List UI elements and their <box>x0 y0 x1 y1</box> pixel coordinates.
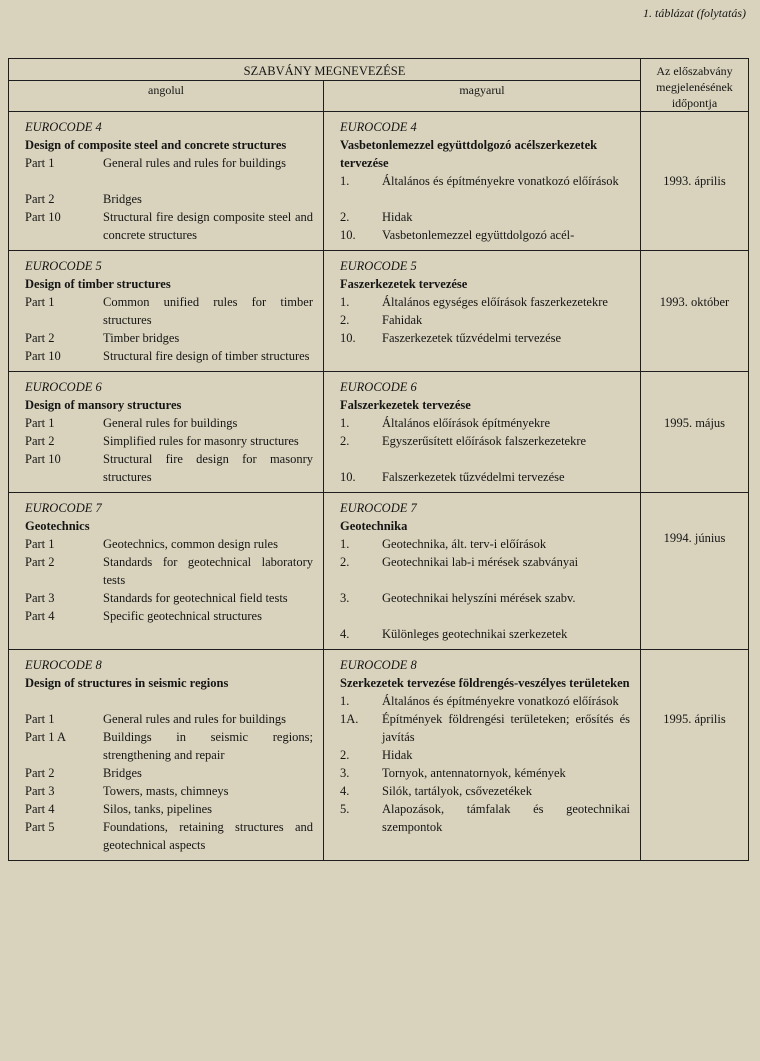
header-english: angolul <box>9 81 324 112</box>
code-label: EUROCODE 6 <box>340 380 417 394</box>
part-number: Part 2 <box>25 766 55 780</box>
part-text: Structural fire design composite steel and concrete structures <box>103 210 313 242</box>
part-number: 2. <box>340 434 350 448</box>
english-cell <box>9 372 324 493</box>
part-item <box>25 782 313 800</box>
part-number: 2. <box>340 210 350 224</box>
part-item <box>340 589 630 607</box>
header-row <box>9 59 749 81</box>
part-item <box>25 764 313 782</box>
standard-title: Geotechnics <box>25 519 90 533</box>
part-item <box>25 818 313 854</box>
english-cell <box>9 112 324 251</box>
part-number: Part 10 <box>25 210 61 224</box>
hungarian-cell <box>324 650 641 861</box>
part-text: General rules for buildings <box>103 416 238 430</box>
english-cell <box>9 650 324 861</box>
part-item <box>25 450 313 486</box>
header-standard-name: SZABVÁNY MEGNEVEZÉSE <box>9 59 641 81</box>
part-number: Part 2 <box>25 192 55 206</box>
part-number: Part 2 <box>25 434 55 448</box>
part-text: General rules and rules for buildings <box>103 156 286 170</box>
part-item <box>25 347 313 365</box>
part-item <box>340 625 630 643</box>
standard-title: Design of timber structures <box>25 277 171 291</box>
part-item <box>25 432 313 450</box>
part-number: Part 10 <box>25 452 61 466</box>
part-text: Silók, tartályok, csővezetékek <box>382 784 532 798</box>
part-item <box>340 764 630 782</box>
part-item <box>25 293 313 329</box>
part-item <box>340 800 630 836</box>
header-publication-date: Az előszabvány megjelenésének időpontja <box>641 59 749 112</box>
code-label: EUROCODE 4 <box>25 120 102 134</box>
part-text: Towers, masts, chimneys <box>103 784 229 798</box>
code-label: EUROCODE 8 <box>25 658 102 672</box>
part-number: Part 1 <box>25 537 55 551</box>
publication-date: 1994. június <box>663 531 726 545</box>
part-number: 1. <box>340 537 350 551</box>
standard-title: Design of mansory structures <box>25 398 182 412</box>
code-label: EUROCODE 8 <box>340 658 417 672</box>
part-text: Faszerkezetek tűzvédelmi tervezése <box>382 331 562 345</box>
part-item <box>25 607 313 625</box>
part-item <box>25 414 313 432</box>
date-cell <box>641 493 749 650</box>
part-number: Part 1 <box>25 295 55 309</box>
part-item <box>25 728 313 764</box>
publication-date: 1995. április <box>663 712 726 726</box>
part-item <box>340 782 630 800</box>
hungarian-cell <box>324 251 641 372</box>
part-item <box>340 226 630 244</box>
part-text: Bridges <box>103 192 142 206</box>
standard-title: Geotechnika <box>340 519 408 533</box>
part-number: Part 2 <box>25 555 55 569</box>
part-text: Geotechnika, ált. terv-i előírások <box>382 537 547 551</box>
part-item <box>25 208 313 244</box>
date-cell <box>641 650 749 861</box>
part-number: Part 1 <box>25 156 55 170</box>
code-label: EUROCODE 6 <box>25 380 102 394</box>
hungarian-cell <box>324 493 641 650</box>
english-cell <box>9 493 324 650</box>
hungarian-cell <box>324 112 641 251</box>
part-number: 1. <box>340 694 350 708</box>
date-cell <box>641 372 749 493</box>
header-hungarian: magyarul <box>324 81 641 112</box>
part-text: Structural fire design for masonry structures <box>103 452 313 484</box>
part-number: 2. <box>340 313 350 327</box>
part-text: Buildings in seismic regions; strengthening and repair <box>103 730 313 762</box>
table-row <box>9 251 749 372</box>
part-text: Specific geotechnical structures <box>103 609 262 623</box>
part-number: 4. <box>340 627 350 641</box>
part-number: 10. <box>340 470 356 484</box>
part-text: General rules and rules for buildings <box>103 712 286 726</box>
part-number: Part 4 <box>25 802 55 816</box>
part-number: 4. <box>340 784 350 798</box>
part-text: Hidak <box>382 748 413 762</box>
code-label: EUROCODE 5 <box>25 259 102 273</box>
part-number: 1. <box>340 416 350 430</box>
date-cell <box>641 251 749 372</box>
part-text: Structural fire design of timber structures <box>103 349 310 363</box>
table-row <box>9 372 749 493</box>
standard-title: Design of structures in seismic regions <box>25 676 229 690</box>
part-item <box>25 154 313 172</box>
part-number: Part 2 <box>25 331 55 345</box>
part-item <box>340 746 630 764</box>
part-text: Geotechnikai helyszíni mérések szabv. <box>382 591 576 605</box>
part-item <box>25 535 313 553</box>
code-label: EUROCODE 4 <box>340 120 417 134</box>
part-number: Part 5 <box>25 820 55 834</box>
part-item <box>340 311 630 329</box>
subheader-row <box>9 81 749 112</box>
part-text: Vasbetonlemezzel együttdolgozó acél- <box>382 228 575 242</box>
part-text: Alapozások, támfalak és geotechnikai szempontok <box>382 802 630 834</box>
part-item <box>340 553 630 571</box>
part-item <box>25 589 313 607</box>
part-item <box>25 553 313 589</box>
part-number: 1. <box>340 295 350 309</box>
part-item <box>25 710 313 728</box>
part-item <box>340 535 630 553</box>
part-text: Standards for geotechnical field tests <box>103 591 288 605</box>
part-text: Tornyok, antennatornyok, kémények <box>382 766 566 780</box>
part-item <box>340 710 630 746</box>
table-row <box>9 650 749 861</box>
part-text: Geotechnikai lab-i mérések szabványai <box>382 555 579 569</box>
code-label: EUROCODE 7 <box>340 501 417 515</box>
part-text: Általános egységes előírások faszerkezetekre <box>382 295 608 309</box>
part-number: Part 1 <box>25 416 55 430</box>
part-item <box>340 432 630 450</box>
part-number: 5. <box>340 802 350 816</box>
part-number: 2. <box>340 748 350 762</box>
part-text: Különleges geotechnikai szerkezetek <box>382 627 568 641</box>
part-text: Timber bridges <box>103 331 180 345</box>
standard-title: Vasbetonlemezzel együttdolgozó acélszerkezetek tervezése <box>340 138 598 170</box>
part-number: 10. <box>340 228 356 242</box>
table-row <box>9 112 749 251</box>
table-caption: 1. táblázat (folytatás) <box>643 6 746 20</box>
standard-title: Faszerkezetek tervezése <box>340 277 468 291</box>
part-number: Part 3 <box>25 784 55 798</box>
standard-title: Design of composite steel and concrete structures <box>25 138 287 152</box>
part-item <box>340 208 630 226</box>
part-text: Hidak <box>382 210 413 224</box>
part-number: Part 4 <box>25 609 55 623</box>
part-number: Part 1 A <box>25 730 66 744</box>
part-item <box>340 293 630 311</box>
part-item <box>340 692 630 710</box>
part-number: 1A. <box>340 712 359 726</box>
date-cell <box>641 112 749 251</box>
part-text: Geotechnics, common design rules <box>103 537 278 551</box>
part-item <box>25 329 313 347</box>
part-text: Common unified rules for timber structures <box>103 295 313 327</box>
part-item <box>340 172 630 190</box>
part-number: 1. <box>340 174 350 188</box>
part-text: Építmények földrengési területeken; erősítés és javítás <box>382 712 630 744</box>
part-text: Standards for geotechnical laboratory tests <box>103 555 313 587</box>
part-text: Bridges <box>103 766 142 780</box>
standard-title: Falszerkezetek tervezése <box>340 398 471 412</box>
publication-date: 1995. május <box>663 416 726 430</box>
part-number: Part 1 <box>25 712 55 726</box>
part-text: Silos, tanks, pipelines <box>103 802 213 816</box>
part-text: Egyszerűsített előírások falszerkezetekre <box>382 434 587 448</box>
english-cell <box>9 251 324 372</box>
hungarian-cell <box>324 372 641 493</box>
part-number: Part 10 <box>25 349 61 363</box>
part-item <box>340 414 630 432</box>
part-item <box>340 329 630 347</box>
table-row <box>9 493 749 650</box>
code-label: EUROCODE 7 <box>25 501 102 515</box>
part-text: Általános előírások építményekre <box>382 416 550 430</box>
part-number: 2. <box>340 555 350 569</box>
part-number: 3. <box>340 591 350 605</box>
part-number: Part 3 <box>25 591 55 605</box>
part-item <box>340 468 630 486</box>
part-text: Falszerkezetek tűzvédelmi tervezése <box>382 470 565 484</box>
standard-title: Szerkezetek tervezése földrengés-veszélyes területeken <box>340 676 630 690</box>
part-text: Foundations, retaining structures and geotechnical aspects <box>103 820 313 852</box>
part-number: 3. <box>340 766 350 780</box>
standards-table <box>8 58 749 861</box>
part-item <box>25 190 313 208</box>
publication-date: 1993. október <box>659 295 730 309</box>
publication-date: 1993. április <box>663 174 726 188</box>
part-text: Általános és építményekre vonatkozó előírások <box>382 174 619 188</box>
part-number: 10. <box>340 331 356 345</box>
part-item <box>25 800 313 818</box>
part-text: Fahidak <box>382 313 423 327</box>
code-label: EUROCODE 5 <box>340 259 417 273</box>
part-text: Általános és építményekre vonatkozó előírások <box>382 694 619 708</box>
part-text: Simplified rules for masonry structures <box>103 434 299 448</box>
